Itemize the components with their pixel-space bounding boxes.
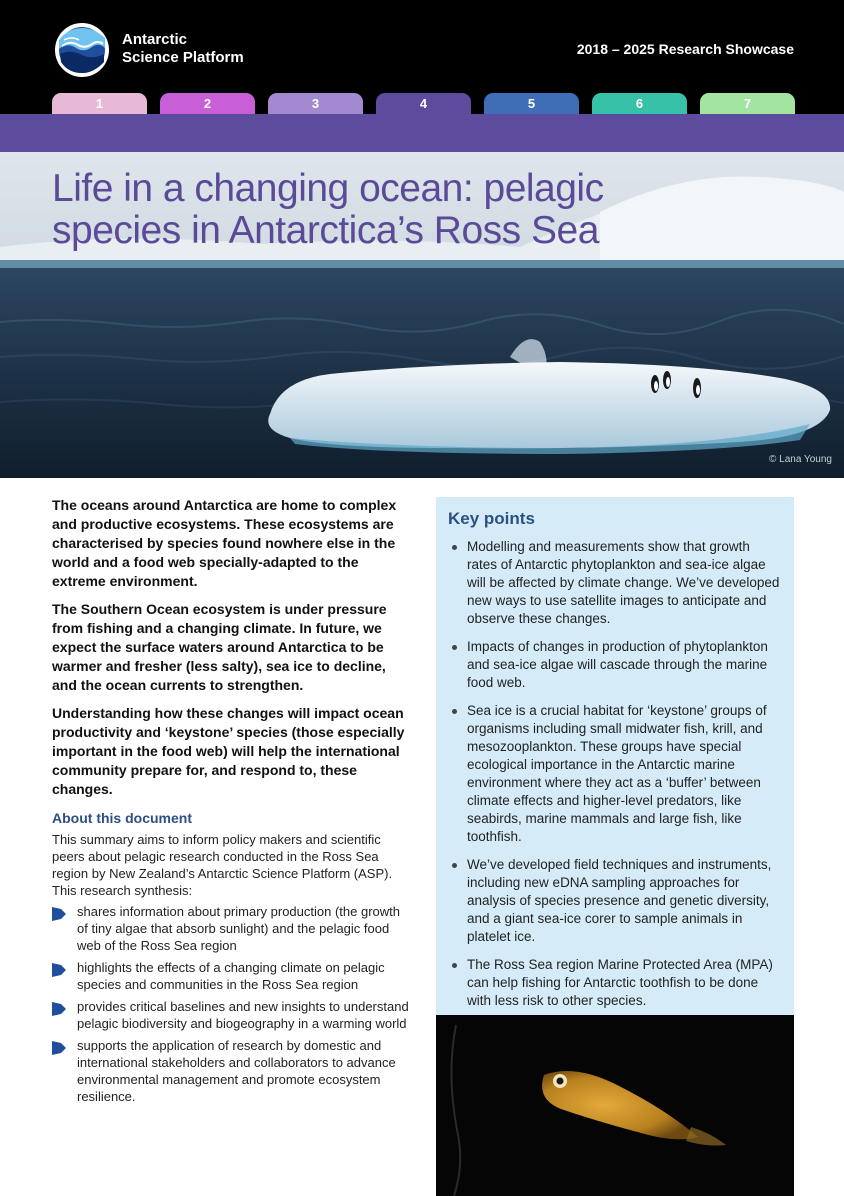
about-heading: About this document <box>52 810 192 826</box>
list-item-text: Impacts of changes in production of phytoplankton and sea-ice algae will cascade through the marine food web. <box>467 639 768 690</box>
about-text: This summary aims to inform policy makers and scientific peers about pelagic research conducted in the Ross Sea region by New Zealand’s Antarctic Science Platform (ASP). This research synthesis: <box>52 832 393 898</box>
showcase-label: 2018 – 2025 Research Showcase <box>576 41 794 57</box>
section-tabs <box>52 93 795 115</box>
intro-paragraph-2: The Southern Ocean ecosystem is under pressure from fishing and a changing climate. In future, we expect the surface waters around Antarctica to be warmer and fresher (less salty), sea ice to decline, and the ocean currents to strengthen. <box>52 601 387 693</box>
page-title <box>52 168 604 252</box>
list-item <box>52 1037 412 1105</box>
photo-credit: © Lana Young <box>769 454 832 465</box>
arrow-bullet-icon <box>52 963 66 977</box>
list-item-text: Modelling and measurements show that growth rates of Antarctic phytoplankton and sea-ice algae will be affected by climate change. We’ve developed new ways to use satellite images to anticipate and observe these changes. <box>467 539 780 626</box>
asp-logo-icon <box>54 22 110 78</box>
list-item-text: The Ross Sea region Marine Protected Area (MPA) can help fishing for Antarctic toothfish to be done with less risk to other species. <box>467 957 773 1008</box>
tab-5[interactable]: 5 <box>484 93 579 115</box>
list-item-text: Sea ice is a crucial habitat for ‘keystone’ groups of organisms including small midwater fish, krill, and mesozooplankton. These groups have special ecological importance in the Antarctic marine environment where they act as a ‘buffer’ between climate effects and higher-level predators, like seabirds, marine mammals and large fish, like toothfish. <box>467 703 767 844</box>
tab-7[interactable]: 7 <box>700 93 795 115</box>
arrow-bullet-icon <box>52 1002 66 1016</box>
fish-photo <box>436 1015 794 1196</box>
tab-2[interactable]: 2 <box>160 93 255 115</box>
bullet-dot-icon <box>452 709 457 714</box>
arrow-bullet-icon <box>52 907 66 921</box>
title-line-2: species in Antarctica’s Ross Sea <box>52 209 599 252</box>
list-item <box>448 856 780 946</box>
intro-paragraph-1: The oceans around Antarctica are home to complex and productive ecosystems. These ecosystems are characterised by species found nowhere else in the world and a food web specially-adapted to the extreme environment. <box>52 497 397 589</box>
key-points-heading: Key points <box>448 509 535 528</box>
bullet-dot-icon <box>452 863 457 868</box>
list-item-text: highlights the effects of a changing climate on pelagic species and communities in the Ross Sea region <box>77 960 385 992</box>
list-item <box>448 702 780 846</box>
list-item-text: shares information about primary production (the growth of tiny algae that absorb sunlight) and the pelagic food web of the Ross Sea region <box>77 904 400 953</box>
bullet-dot-icon <box>452 645 457 650</box>
list-item-text: provides critical baselines and new insights to understand pelagic biodiversity and biogeography in a warming world <box>77 999 409 1031</box>
tab-4[interactable]: 4 <box>376 93 471 115</box>
list-item <box>448 538 780 628</box>
brand-line-1: Antarctic <box>122 31 188 48</box>
brand-line-2: Science Platform <box>122 49 244 66</box>
bullet-dot-icon <box>452 545 457 550</box>
intro-paragraph-3: Understanding how these changes will impact ocean productivity and ‘keystone’ species (those especially important in the food web) will help the international community prepare for, and respond to, these changes. <box>52 705 405 797</box>
tab-1[interactable]: 1 <box>52 93 147 115</box>
brand-name <box>122 31 244 67</box>
list-item <box>52 903 412 954</box>
list-item-text: supports the application of research by domestic and international stakeholders and collaborators to advance environmental management and promote ecosystem resilience. <box>77 1038 396 1104</box>
arrow-bullet-icon <box>52 1041 66 1055</box>
key-points-box <box>436 497 794 1015</box>
tab-6[interactable]: 6 <box>592 93 687 115</box>
hero-image <box>0 152 844 478</box>
list-item <box>448 956 780 1010</box>
section-color-band <box>0 114 844 152</box>
title-line-1: Life in a changing ocean: pelagic <box>52 167 604 210</box>
bullet-dot-icon <box>452 963 457 968</box>
tab-3[interactable]: 3 <box>268 93 363 115</box>
page-header <box>0 0 844 114</box>
about-bullet-list <box>52 903 412 1105</box>
list-item <box>52 998 412 1032</box>
list-item <box>52 959 412 993</box>
list-item-text: We’ve developed field techniques and instruments, including new eDNA sampling approaches for analysis of species presence and genetic diversity, and a giant sea-ice corer to sample animals in platelet ice. <box>467 857 772 944</box>
larval-fish-image <box>436 1015 794 1196</box>
list-item <box>448 638 780 692</box>
intro-column <box>52 496 412 1110</box>
